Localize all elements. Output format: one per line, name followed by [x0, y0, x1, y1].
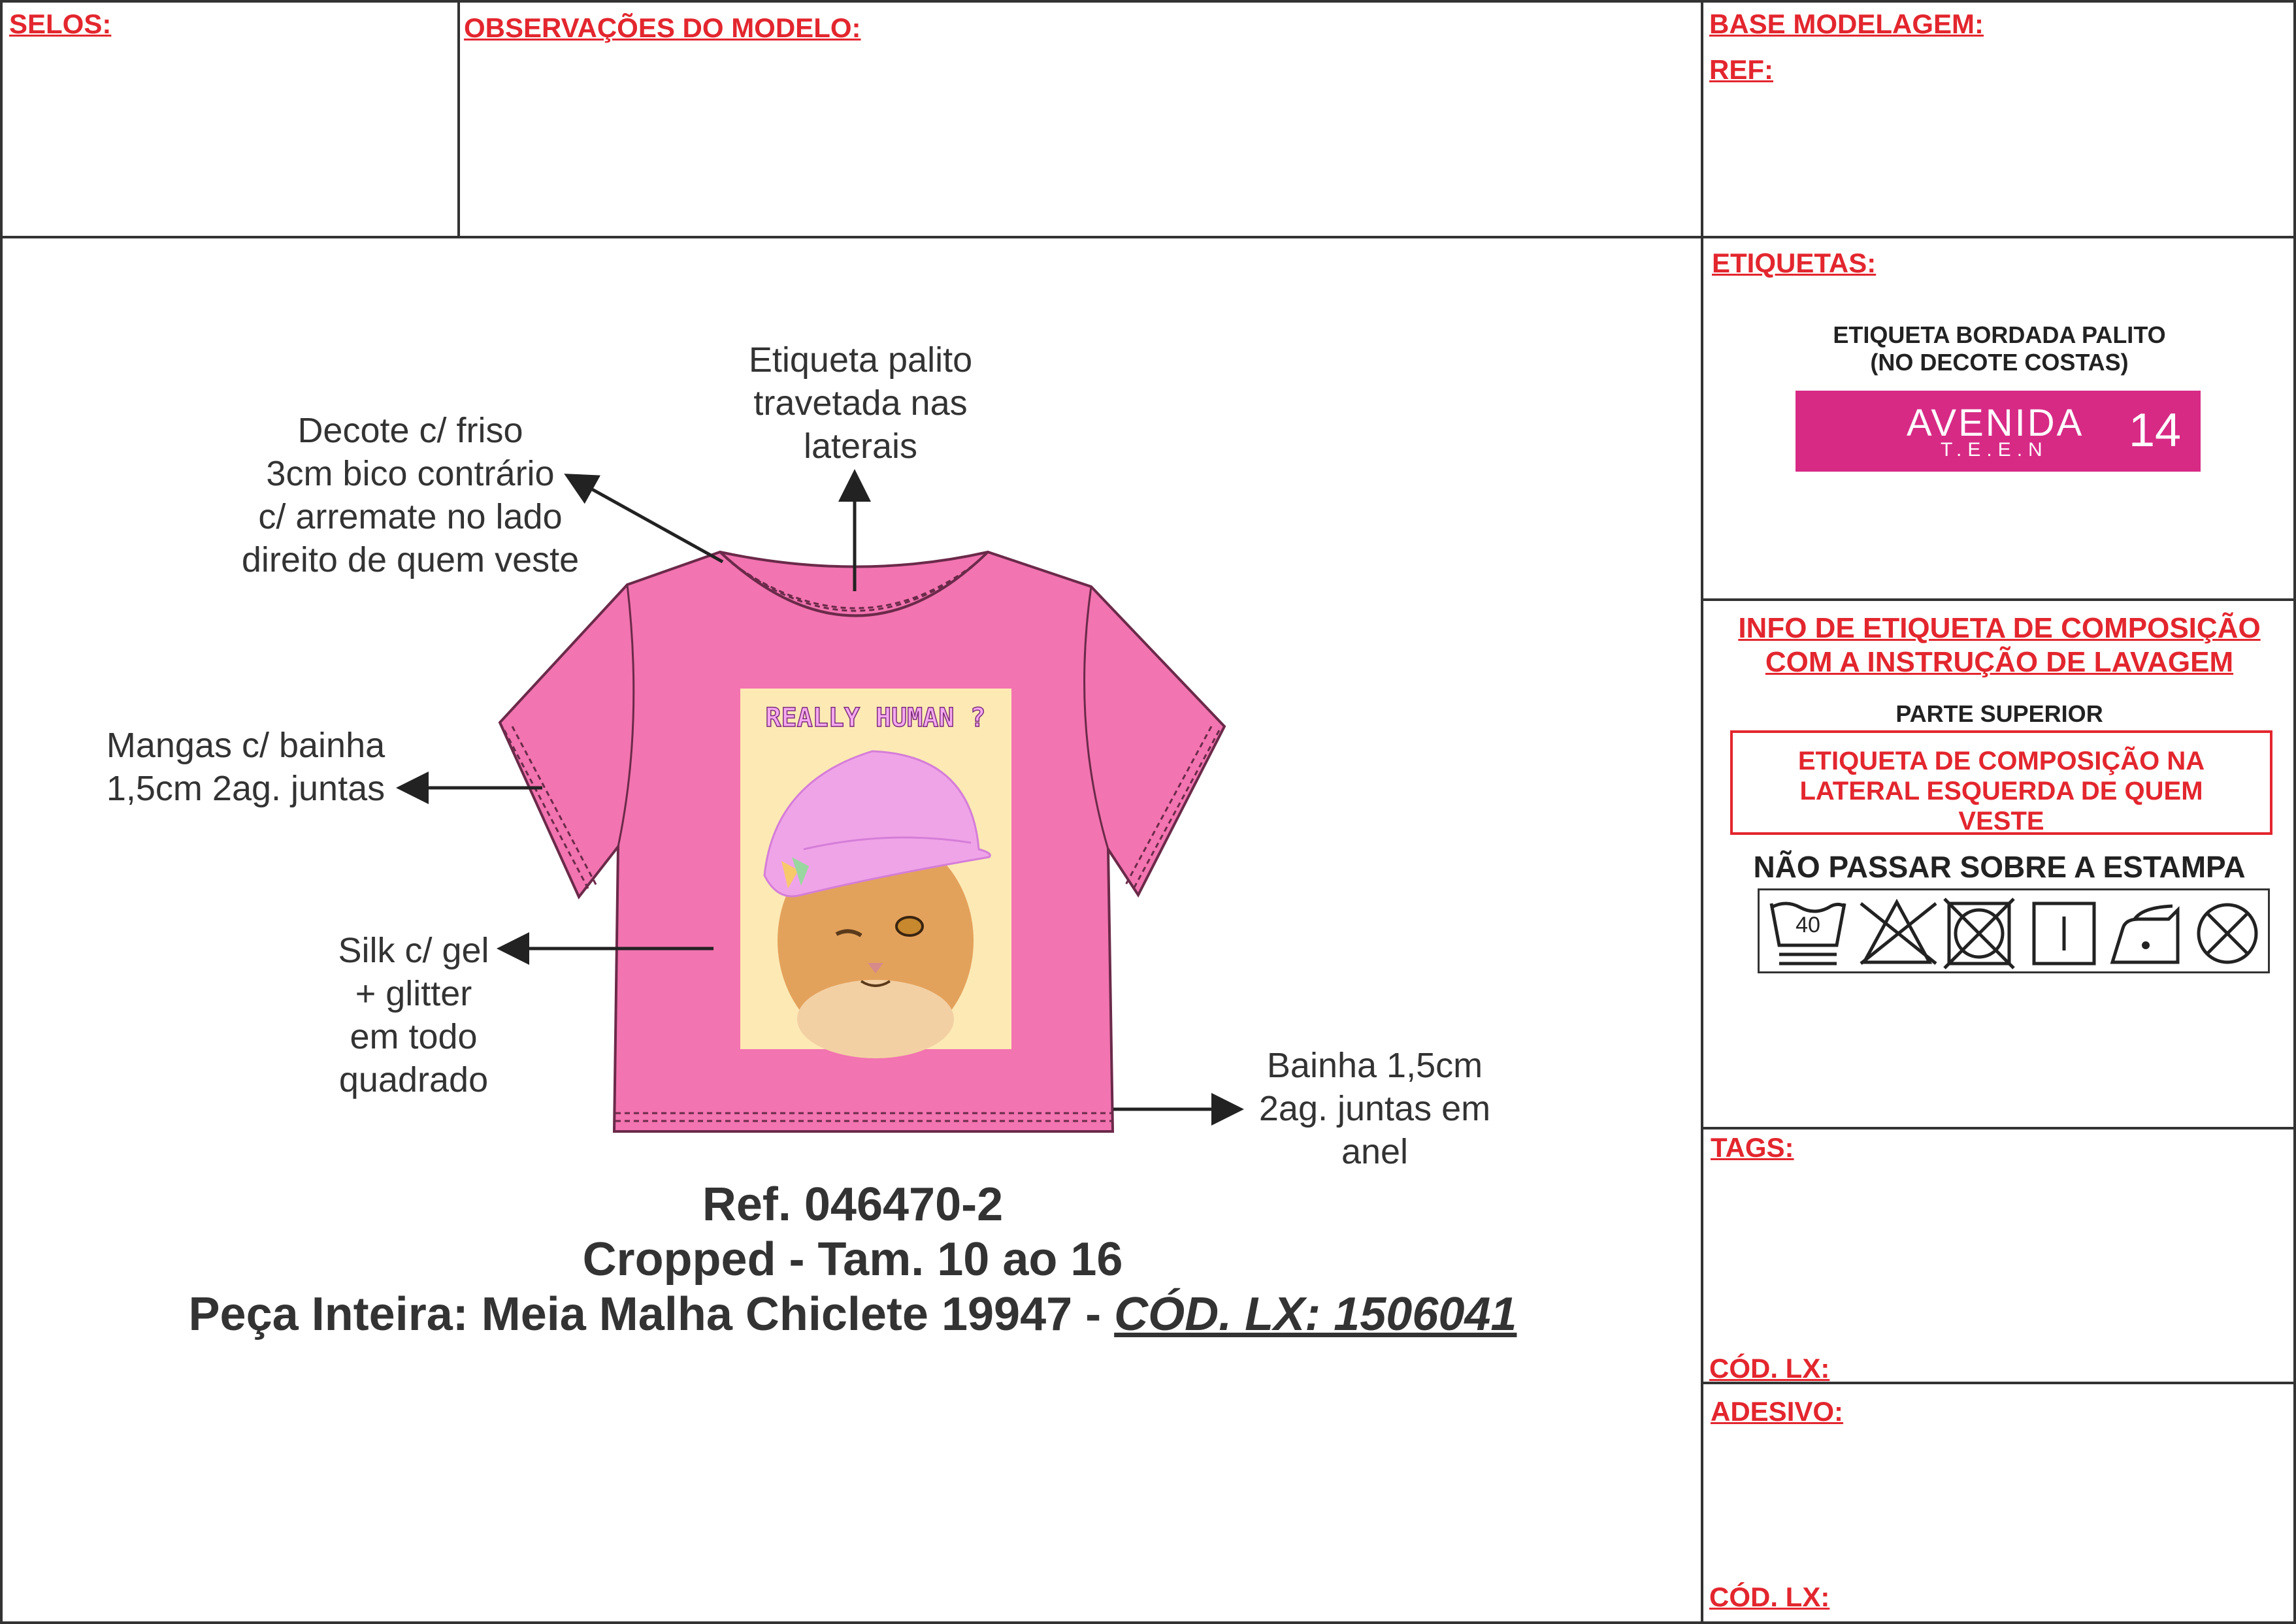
- etiqueta-annotation: [713, 338, 1008, 468]
- etiqueta-description-line1: ETIQUETA BORDADA PALITO: [1833, 321, 2166, 348]
- selos-label: SELOS:: [9, 8, 112, 39]
- composicao-box-line1: ETIQUETA DE COMPOSIÇÃO NA: [1797, 747, 2205, 775]
- adesivo-cod-label: CÓD. LX:: [1709, 1582, 1830, 1612]
- decote-line1: Decote c/ friso: [297, 411, 523, 450]
- product-separator: -: [1072, 1288, 1115, 1340]
- mangas-annotation: [80, 724, 412, 810]
- composicao-box-line2: LATERAL ESQUERDA DE QUEM: [1799, 777, 2203, 805]
- warning-text: NÃO PASSAR SOBRE A ESTAMPA: [1753, 850, 2246, 884]
- no-dry-clean-icon: [2199, 905, 2256, 962]
- silk-line4: quadrado: [338, 1060, 489, 1099]
- decote-line4: direito de quem veste: [241, 540, 580, 579]
- decote-line3: c/ arremate no lado: [258, 497, 563, 536]
- observacoes-label: OBSERVAÇÕES DO MODELO:: [464, 12, 861, 43]
- print-area: [740, 689, 1011, 1058]
- no-bleach-icon: [1861, 902, 1936, 964]
- tags-cod-label: CÓD. LX:: [1709, 1353, 1830, 1384]
- composicao-title-line2: COM A INSTRUÇÃO DE LAVAGEM: [1765, 646, 2234, 678]
- etiqueta-description-line2: (NO DECOTE COSTAS): [1870, 349, 2129, 376]
- product-ref: Ref. 046470-2: [702, 1178, 1004, 1231]
- etiqueta-description: [1764, 321, 2235, 376]
- tags-label: TAGS:: [1711, 1132, 1794, 1163]
- silk-line2: + glitter: [355, 974, 472, 1013]
- composicao-title: [1705, 611, 2293, 679]
- parte-superior-label: PARTE SUPERIOR: [1895, 700, 2103, 727]
- decote-annotation: [208, 409, 613, 581]
- mangas-line2: 1,5cm 2ag. juntas: [106, 769, 385, 808]
- composicao-tag-box: [1730, 730, 2272, 835]
- mangas-line1: Mangas c/ bainha: [106, 726, 385, 765]
- bainha-line2: 2ag. juntas em: [1258, 1089, 1491, 1128]
- silk-line1: Silk c/ gel: [338, 931, 489, 970]
- care-symbols-box: [1758, 888, 2270, 973]
- decote-line2: 3cm bico contrário: [266, 454, 555, 493]
- line-dry-icon: [2034, 903, 2094, 964]
- silk-line3: em todo: [350, 1017, 478, 1056]
- bainha-line3: anel: [1341, 1132, 1409, 1171]
- product-info: [0, 1177, 1705, 1342]
- product-cod: CÓD. LX: 1506041: [1114, 1288, 1517, 1340]
- wash-temp: 40: [1796, 913, 1820, 937]
- brand-number: 14: [2129, 404, 2182, 457]
- bainha-line1: Bainha 1,5cm: [1266, 1046, 1483, 1085]
- ref-label: REF:: [1709, 54, 1773, 85]
- etiqueta-line3: laterais: [803, 427, 918, 466]
- iron-dot: [2142, 941, 2150, 949]
- composicao-title-line1: INFO DE ETIQUETA DE COMPOSIÇÃO: [1738, 612, 2261, 644]
- product-fabric-line: [0, 1287, 1705, 1342]
- etiqueta-line2: travetada nas: [753, 383, 968, 423]
- no-tumble-dry-icon: [1944, 899, 2014, 968]
- adesivo-label: ADESIVO:: [1711, 1396, 1844, 1427]
- etiquetas-label: ETIQUETAS:: [1712, 248, 1877, 278]
- brand-label-avenida: [1796, 391, 2201, 472]
- print-text: REALLY HUMAN ?: [765, 703, 986, 733]
- iron-low-icon: [2112, 906, 2178, 962]
- product-fabric: Peça Inteira: Meia Malha Chiclete 19947: [188, 1288, 1073, 1340]
- brand-name: AVENIDA: [1907, 402, 2084, 444]
- brand-subtitle: T.E.E.N: [1941, 439, 2048, 461]
- etiqueta-line1: Etiqueta palito: [748, 340, 973, 380]
- care-symbols: [1760, 890, 2272, 975]
- bainha-annotation: [1222, 1044, 1528, 1173]
- silk-annotation: [307, 929, 520, 1101]
- product-model: Cropped - Tam. 10 ao 16: [582, 1233, 1123, 1286]
- composicao-box-line3: VESTE: [1958, 807, 2044, 836]
- base-modelagem-label: BASE MODELAGEM:: [1709, 8, 1984, 39]
